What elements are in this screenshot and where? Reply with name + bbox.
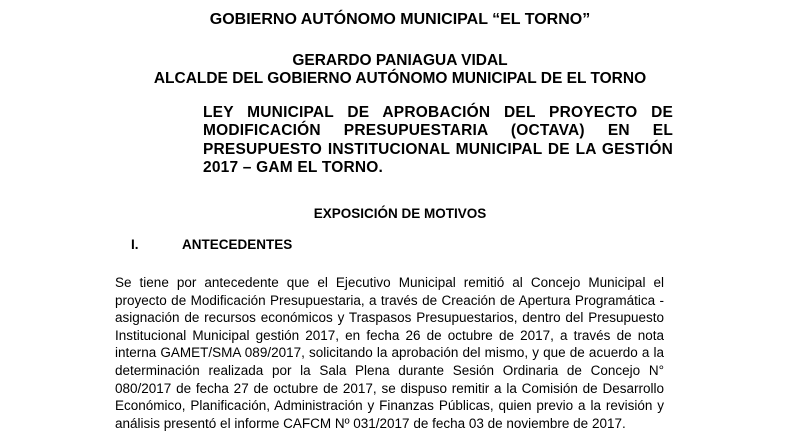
law-title: LEY MUNICIPAL DE APROBACIÓN DEL PROYECTO DE MODIFICACIÓN PRESUPUESTARIA (OCTAVA) EN EL PRESUPUESTO INSTITUCIONAL MUNICIPAL DE LA GESTIÓN 2017 – GAM EL TORNO. [203, 104, 673, 176]
section-number: I. [131, 237, 139, 252]
section-title: ANTECEDENTES [182, 237, 293, 252]
mayor-name: GERARDO PANIAGUA VIDAL [292, 52, 508, 69]
document-title: GOBIERNO AUTÓNOMO MUNICIPAL “EL TORNO” [209, 11, 591, 28]
body-paragraph: Se tiene por antecedente que el Ejecutivo Municipal remitió al Concejo Municipal el proyecto de Modificación Presupuestaria, a través de Creación de Apertura Programática - asignación de recursos económicos y Traspasos Presupuestarios, dentro del Presupuesto Institucional Municipal gestión 2017, en fecha 26 de octubre de 2017, a través de nota interna GAMET/SMA 089/2017, solicitando la aprobación del mismo, y que de acuerdo a la determinación realizada por la Sala Plena durante Sesión Ordinaria de Concejo N° 080/2017 de fecha 27 de octubre de 2017, se dispuso remitir a la Comisión de Desarrollo Económico, Planificación, Administración y Finanzas Públicas, quien previo a la revisión y análisis presentó el informe CAFCM Nº 031/2017 de fecha 03 de noviembre de 2017. [115, 275, 664, 431]
motives-heading: EXPOSICIÓN DE MOTIVOS [313, 206, 487, 221]
mayor-role: ALCALDE DEL GOBIERNO AUTÓNOMO MUNICIPAL DE EL TORNO [153, 70, 647, 87]
